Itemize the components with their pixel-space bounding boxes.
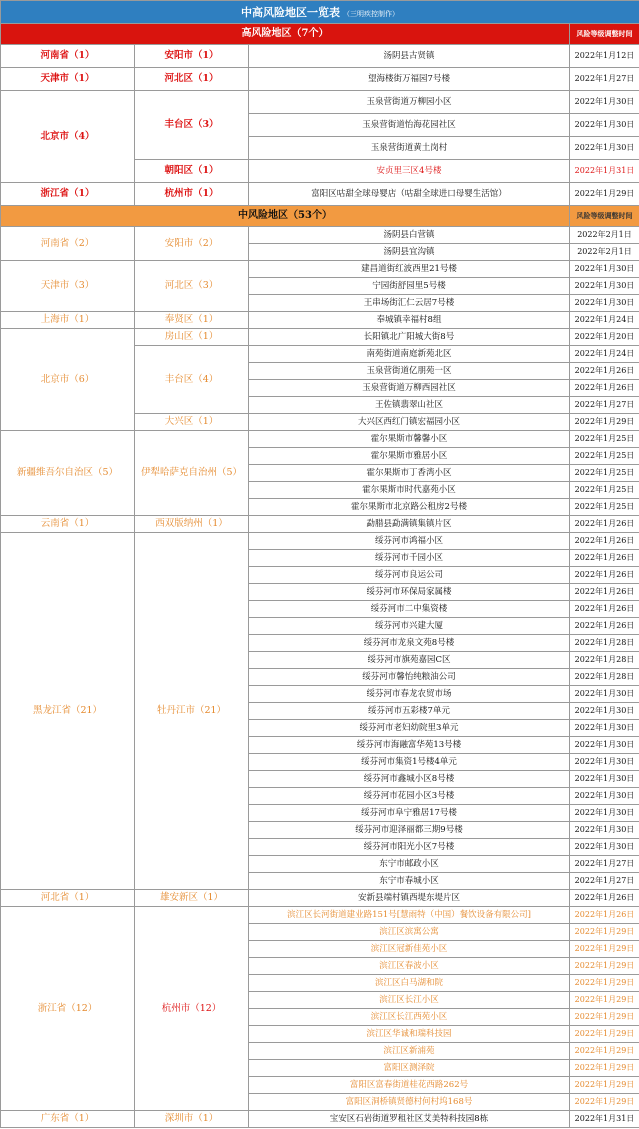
- location-cell: 霍尔果斯市时代嘉苑小区: [249, 482, 570, 499]
- date-cell: 2022年1月29日: [570, 1026, 639, 1043]
- province-cell: 新疆维吾尔自治区（5）: [1, 431, 135, 516]
- date-cell: 2022年1月30日: [570, 686, 639, 703]
- table-row: [1, 227, 639, 244]
- location-cell: 南苑街道南庭新苑北区: [249, 346, 570, 363]
- date-cell: 2022年1月29日: [570, 941, 639, 958]
- date-cell: 2022年1月31日: [570, 1111, 639, 1128]
- date-cell: 2022年1月26日: [570, 516, 639, 533]
- location-cell: 滨江区新浦苑: [249, 1043, 570, 1060]
- location-cell: 绥芬河市旗苑嘉园C区: [249, 652, 570, 669]
- location-cell: 绥芬河市龙泉文苑8号楼: [249, 635, 570, 652]
- date-cell: 2022年1月26日: [570, 601, 639, 618]
- location-cell: 富阳区测泽院: [249, 1060, 570, 1077]
- location-cell: 安贞里三区4号楼: [249, 160, 570, 183]
- date-cell: 2022年1月28日: [570, 652, 639, 669]
- city-cell: 杭州市（12）: [135, 907, 249, 1111]
- location-cell: 绥芬河市环保局家属楼: [249, 584, 570, 601]
- title-text: 中高风险地区一览表: [241, 5, 340, 19]
- location-cell: 大兴区西红门镇宏福园小区: [249, 414, 570, 431]
- location-cell: 望海楼街万福园7号楼: [249, 68, 570, 91]
- province-cell: 浙江省（1）: [1, 183, 135, 206]
- city-cell: 西双版纳州（1）: [135, 516, 249, 533]
- province-cell: 天津市（1）: [1, 68, 135, 91]
- date-cell: 2022年1月29日: [570, 1009, 639, 1026]
- date-cell: 2022年1月27日: [570, 68, 639, 91]
- date-cell: 2022年1月29日: [570, 975, 639, 992]
- date-cell: 2022年1月29日: [570, 183, 639, 206]
- location-cell: 富阳区富春街道桂花西路262号: [249, 1077, 570, 1094]
- city-cell: 河北区（1）: [135, 68, 249, 91]
- date-cell: 2022年1月25日: [570, 448, 639, 465]
- mid-risk-heading: 中风险地区（53个）: [1, 206, 570, 227]
- location-cell: 富阳区咕甜全球母婴店（咕甜全球进口母婴生活馆）: [249, 183, 570, 206]
- table-row: [1, 431, 639, 448]
- date-cell: 2022年1月26日: [570, 533, 639, 550]
- adjust-time-header: 风险等级调整时间: [570, 24, 639, 45]
- date-cell: 2022年1月31日: [570, 160, 639, 183]
- location-cell: 绥芬河市老妇幼院里3单元: [249, 720, 570, 737]
- location-cell: 奉城镇幸福村8组: [249, 312, 570, 329]
- date-cell: 2022年1月26日: [570, 363, 639, 380]
- location-cell: 绥芬河市二中集资楼: [249, 601, 570, 618]
- location-cell: 绥芬河市五彩楼7单元: [249, 703, 570, 720]
- date-cell: 2022年2月1日: [570, 227, 639, 244]
- city-cell: 伊犁哈萨克自治州（5）: [135, 431, 249, 516]
- date-cell: 2022年1月27日: [570, 873, 639, 890]
- location-cell: 霍尔果斯市雅居小区: [249, 448, 570, 465]
- date-cell: 2022年1月24日: [570, 312, 639, 329]
- date-cell: 2022年1月26日: [570, 584, 639, 601]
- date-cell: 2022年2月1日: [570, 244, 639, 261]
- date-cell: 2022年1月25日: [570, 499, 639, 516]
- date-cell: 2022年1月25日: [570, 482, 639, 499]
- date-cell: 2022年1月29日: [570, 958, 639, 975]
- location-cell: 绥芬河市鑫城小区8号楼: [249, 771, 570, 788]
- location-cell: 汤阴县古贤镇: [249, 45, 570, 68]
- location-cell: 滨江区春波小区: [249, 958, 570, 975]
- date-cell: 2022年1月27日: [570, 856, 639, 873]
- date-cell: 2022年1月29日: [570, 992, 639, 1009]
- location-cell: 绥芬河市海融富华苑13号楼: [249, 737, 570, 754]
- high-risk-heading: 高风险地区（7个）: [1, 24, 570, 45]
- city-cell: 奉贤区（1）: [135, 312, 249, 329]
- date-cell: 2022年1月20日: [570, 329, 639, 346]
- date-cell: 2022年1月26日: [570, 890, 639, 907]
- date-cell: 2022年1月24日: [570, 346, 639, 363]
- province-cell: 上海市（1）: [1, 312, 135, 329]
- date-cell: 2022年1月26日: [570, 618, 639, 635]
- date-cell: 2022年1月30日: [570, 805, 639, 822]
- city-cell: 大兴区（1）: [135, 414, 249, 431]
- table-row: [1, 329, 639, 346]
- location-cell: 绥芬河市千园小区: [249, 550, 570, 567]
- province-cell: 浙江省（12）: [1, 907, 135, 1111]
- location-cell: 汤阴县宜沟镇: [249, 244, 570, 261]
- date-cell: 2022年1月30日: [570, 295, 639, 312]
- province-cell: 北京市（4）: [1, 91, 135, 183]
- date-cell: 2022年1月26日: [570, 907, 639, 924]
- location-cell: 绥芬河市阳光小区7号楼: [249, 839, 570, 856]
- province-cell: 河南省（2）: [1, 227, 135, 261]
- city-cell: 牡丹江市（21）: [135, 533, 249, 890]
- location-cell: 滨江区华诚和瑞科技园: [249, 1026, 570, 1043]
- location-cell: 勐腊县勐满镇集镇片区: [249, 516, 570, 533]
- location-cell: 霍尔果斯市北京路公租房2号楼: [249, 499, 570, 516]
- date-cell: 2022年1月30日: [570, 261, 639, 278]
- date-cell: 2022年1月29日: [570, 1094, 639, 1111]
- location-cell: 长阳镇北广阳城大街8号: [249, 329, 570, 346]
- date-cell: 2022年1月29日: [570, 414, 639, 431]
- city-cell: 丰台区（4）: [135, 346, 249, 414]
- table-row: [1, 68, 639, 91]
- date-cell: 2022年1月29日: [570, 924, 639, 941]
- location-cell: 滨江区冠新佳苑小区: [249, 941, 570, 958]
- location-cell: 绥芬河市阜宁雅居17号楼: [249, 805, 570, 822]
- date-cell: 2022年1月30日: [570, 91, 639, 114]
- location-cell: 绥芬河市馨怡纯粮油公司: [249, 669, 570, 686]
- location-cell: 绥芬河市春龙农贸市场: [249, 686, 570, 703]
- location-cell: 玉泉营街道黄土岗村: [249, 137, 570, 160]
- date-cell: 2022年1月26日: [570, 567, 639, 584]
- location-cell: 玉泉营街道怡海花园社区: [249, 114, 570, 137]
- location-cell: 东宁市邮政小区: [249, 856, 570, 873]
- city-cell: 房山区（1）: [135, 329, 249, 346]
- date-cell: 2022年1月30日: [570, 788, 639, 805]
- table-row: [1, 907, 639, 924]
- city-cell: 安阳市（1）: [135, 45, 249, 68]
- title-subtitle: （三明疾控制作）: [343, 9, 399, 18]
- date-cell: 2022年1月30日: [570, 114, 639, 137]
- table-row: [1, 183, 639, 206]
- province-cell: 北京市（6）: [1, 329, 135, 431]
- date-cell: 2022年1月29日: [570, 1060, 639, 1077]
- date-cell: 2022年1月30日: [570, 703, 639, 720]
- location-cell: 绥芬河市花园小区3号楼: [249, 788, 570, 805]
- date-cell: 2022年1月12日: [570, 45, 639, 68]
- date-cell: 2022年1月30日: [570, 771, 639, 788]
- date-cell: 2022年1月28日: [570, 669, 639, 686]
- city-cell: 安阳市（2）: [135, 227, 249, 261]
- table-row: [1, 1111, 639, 1128]
- city-cell: 丰台区（3）: [135, 91, 249, 160]
- date-cell: 2022年1月30日: [570, 754, 639, 771]
- date-cell: 2022年1月29日: [570, 1077, 639, 1094]
- location-cell: 绥芬河市集资1号楼4单元: [249, 754, 570, 771]
- date-cell: 2022年1月30日: [570, 822, 639, 839]
- city-cell: 朝阳区（1）: [135, 160, 249, 183]
- location-cell: 汤阴县白营镇: [249, 227, 570, 244]
- date-cell: 2022年1月30日: [570, 839, 639, 856]
- province-cell: 河南省（1）: [1, 45, 135, 68]
- location-cell: 王佐镇翡翠山社区: [249, 397, 570, 414]
- table-row: [1, 312, 639, 329]
- table-row: [1, 533, 639, 550]
- location-cell: 绥芬河市兴建大厦: [249, 618, 570, 635]
- location-cell: 建昌道街红波西里21号楼: [249, 261, 570, 278]
- table-row: [1, 45, 639, 68]
- city-cell: 杭州市（1）: [135, 183, 249, 206]
- location-cell: 玉泉营街道亿朋苑一区: [249, 363, 570, 380]
- date-cell: 2022年1月25日: [570, 465, 639, 482]
- table-row: [1, 91, 639, 114]
- date-cell: 2022年1月30日: [570, 737, 639, 754]
- date-cell: 2022年1月26日: [570, 380, 639, 397]
- location-cell: 滨江区长江小区: [249, 992, 570, 1009]
- location-cell: 滨江区滨寓公寓: [249, 924, 570, 941]
- location-cell: 王串场街汇仁云居7号楼: [249, 295, 570, 312]
- table-title: [1, 1, 639, 24]
- date-cell: 2022年1月25日: [570, 431, 639, 448]
- location-cell: 滨江区长河街道建业路151号[慧雨特（中国）餐饮设备有限公司]: [249, 907, 570, 924]
- location-cell: 霍尔果斯市馨馨小区: [249, 431, 570, 448]
- location-cell: 绥芬河市良运公司: [249, 567, 570, 584]
- province-cell: 云南省（1）: [1, 516, 135, 533]
- location-cell: 安新县端村镇西堤东堤片区: [249, 890, 570, 907]
- province-cell: 天津市（3）: [1, 261, 135, 312]
- location-cell: 玉泉营街道万柳西园社区: [249, 380, 570, 397]
- date-cell: 2022年1月26日: [570, 550, 639, 567]
- date-cell: 2022年1月29日: [570, 1043, 639, 1060]
- province-cell: 河北省（1）: [1, 890, 135, 907]
- date-cell: 2022年1月27日: [570, 397, 639, 414]
- city-cell: 河北区（3）: [135, 261, 249, 312]
- location-cell: 滨江区长江西苑小区: [249, 1009, 570, 1026]
- location-cell: 玉泉营街道万柳园小区: [249, 91, 570, 114]
- mid-heading-row: [1, 206, 639, 227]
- table-row: [1, 261, 639, 278]
- date-cell: 2022年1月30日: [570, 278, 639, 295]
- city-cell: 深圳市（1）: [135, 1111, 249, 1128]
- location-cell: 滨江区白马湖和院: [249, 975, 570, 992]
- province-cell: 黑龙江省（21）: [1, 533, 135, 890]
- adjust-time-header: 风险等级调整时间: [570, 206, 639, 227]
- location-cell: 绥芬河市迎泽丽都三期9号楼: [249, 822, 570, 839]
- date-cell: 2022年1月30日: [570, 137, 639, 160]
- location-cell: 东宁市春城小区: [249, 873, 570, 890]
- location-cell: 宁园街舒园里5号楼: [249, 278, 570, 295]
- city-cell: 雄安新区（1）: [135, 890, 249, 907]
- high-heading-row: [1, 24, 639, 45]
- location-cell: 富阳区洞桥镇贤德村何村坞168号: [249, 1094, 570, 1111]
- location-cell: 宝安区石岩街道罗租社区艾美特科技园8栋: [249, 1111, 570, 1128]
- table-row: [1, 890, 639, 907]
- location-cell: 绥芬河市鸿福小区: [249, 533, 570, 550]
- province-cell: 广东省（1）: [1, 1111, 135, 1128]
- location-cell: 霍尔果斯市丁香湾小区: [249, 465, 570, 482]
- table-row: [1, 516, 639, 533]
- date-cell: 2022年1月30日: [570, 720, 639, 737]
- date-cell: 2022年1月28日: [570, 635, 639, 652]
